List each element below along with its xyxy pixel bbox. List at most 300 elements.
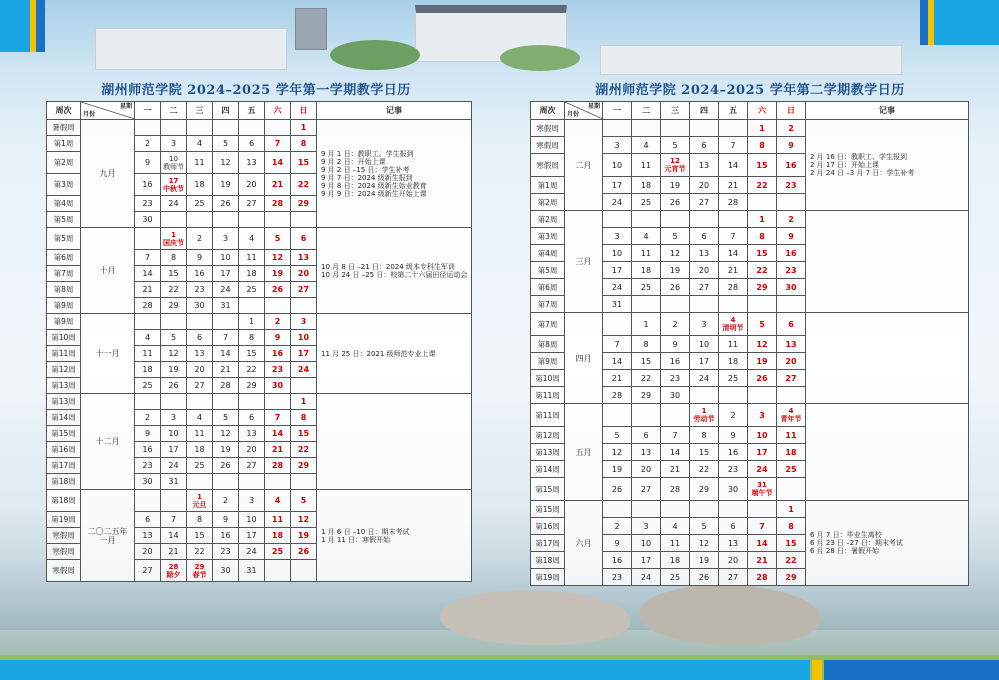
bottom-stripe-blue bbox=[0, 660, 810, 680]
day-cell: 23 bbox=[265, 362, 291, 378]
day-cell: 24 bbox=[239, 544, 265, 560]
week-label: 第9周 bbox=[47, 298, 81, 314]
header-row bbox=[531, 102, 969, 120]
day-cell bbox=[777, 296, 806, 313]
day-number: 12 bbox=[670, 157, 680, 165]
note-line: 9 月 2 日：开始上课 bbox=[321, 157, 386, 166]
day-cell bbox=[690, 296, 719, 313]
day-cell bbox=[265, 474, 291, 490]
day-cell: 9 bbox=[213, 512, 239, 528]
day-cell: 18 bbox=[719, 353, 748, 370]
day-cell: 23 bbox=[719, 461, 748, 478]
day-cell: 6 bbox=[239, 410, 265, 426]
day-cell: 30 bbox=[213, 560, 239, 582]
day-cell: 12 bbox=[603, 444, 632, 461]
day-cell bbox=[748, 296, 777, 313]
note-line: 9 月 9 日：2024 级新生开始上课 bbox=[321, 189, 427, 198]
week-row bbox=[531, 404, 969, 427]
week-row bbox=[47, 228, 472, 250]
day-cell: 24 bbox=[161, 458, 187, 474]
day-cell bbox=[661, 120, 690, 137]
week-label: 第12周 bbox=[47, 362, 81, 378]
day-cell: 27 bbox=[719, 569, 748, 586]
day-cell: 30 bbox=[187, 298, 213, 314]
day-cell: 19 bbox=[161, 362, 187, 378]
header-day-2: 二 bbox=[161, 102, 187, 120]
day-cell: 13 bbox=[632, 444, 661, 461]
day-cell: 16 bbox=[213, 528, 239, 544]
day-cell bbox=[187, 314, 213, 330]
month-label: 四月 bbox=[565, 313, 603, 404]
day-cell: 23 bbox=[777, 262, 806, 279]
day-cell: 29 bbox=[777, 569, 806, 586]
day-cell: 28 bbox=[265, 196, 291, 212]
week-label: 寒假周 bbox=[531, 137, 565, 154]
day-cell: 24 bbox=[632, 569, 661, 586]
day-cell: 26 bbox=[265, 282, 291, 298]
day-cell bbox=[603, 211, 632, 228]
day-cell: 11 bbox=[135, 346, 161, 362]
day-cell: 27 bbox=[291, 282, 317, 298]
day-cell: 16 bbox=[777, 245, 806, 262]
header-corner-weekday: 星期 bbox=[587, 103, 600, 110]
header-corner-month: 月份 bbox=[83, 111, 96, 118]
day-cell bbox=[213, 120, 239, 136]
day-cell: 5 bbox=[661, 228, 690, 245]
day-cell: 20 bbox=[690, 262, 719, 279]
day-cell: 27 bbox=[777, 370, 806, 387]
day-cell: 22 bbox=[748, 177, 777, 194]
day-cell: 8 bbox=[291, 136, 317, 152]
week-label: 第11周 bbox=[531, 387, 565, 404]
day-cell: 9 bbox=[135, 426, 161, 442]
day-cell: 22 bbox=[161, 282, 187, 298]
header-day-6: 六 bbox=[265, 102, 291, 120]
day-cell: 18 bbox=[661, 552, 690, 569]
day-cell: 9 bbox=[265, 330, 291, 346]
day-cell: 21 bbox=[213, 362, 239, 378]
day-cell bbox=[690, 211, 719, 228]
calendar-title-second-semester: 湖州师范学院 2024–2025 学年第二学期教学日历 bbox=[595, 83, 905, 98]
tree-cluster bbox=[500, 45, 580, 71]
day-cell: 5 bbox=[213, 136, 239, 152]
calendar-title-first-semester: 湖州师范学院 2024–2025 学年第一学期教学日历 bbox=[101, 83, 411, 98]
day-cell: 9 bbox=[187, 250, 213, 266]
header-day-6: 六 bbox=[748, 102, 777, 120]
week-label: 第5周 bbox=[47, 212, 81, 228]
day-cell: 28 bbox=[748, 569, 777, 586]
day-cell: 7 bbox=[135, 250, 161, 266]
day-cell: 6 bbox=[690, 137, 719, 154]
week-label: 第16周 bbox=[531, 518, 565, 535]
day-cell: 9 bbox=[661, 336, 690, 353]
day-cell: 19 bbox=[213, 174, 239, 196]
day-cell bbox=[719, 313, 748, 336]
day-cell: 7 bbox=[748, 518, 777, 535]
day-cell: 14 bbox=[265, 426, 291, 442]
day-cell: 13 bbox=[187, 346, 213, 362]
day-cell: 15 bbox=[690, 444, 719, 461]
day-cell: 19 bbox=[265, 266, 291, 282]
day-cell: 8 bbox=[690, 427, 719, 444]
day-cell: 2 bbox=[135, 136, 161, 152]
week-label: 第12周 bbox=[531, 427, 565, 444]
day-cell: 15 bbox=[161, 266, 187, 282]
note-line: 6 月 7 日：毕业生离校 bbox=[810, 531, 882, 539]
day-cell: 12 bbox=[161, 346, 187, 362]
note-line: 9 月 7 日：2024 级新生报到 bbox=[321, 173, 413, 182]
day-cell: 16 bbox=[719, 444, 748, 461]
week-row bbox=[531, 501, 969, 518]
day-cell: 12 bbox=[265, 250, 291, 266]
day-cell bbox=[187, 560, 213, 582]
week-row bbox=[531, 313, 969, 336]
day-cell bbox=[239, 120, 265, 136]
day-cell: 2 bbox=[135, 410, 161, 426]
week-label: 第8周 bbox=[531, 336, 565, 353]
day-cell: 13 bbox=[239, 152, 265, 174]
day-cell: 29 bbox=[748, 279, 777, 296]
day-cell: 28 bbox=[135, 298, 161, 314]
note-line: 6 月 23 日 –27 日：期末考试 bbox=[810, 539, 903, 547]
month-label: 二〇二五年 一月 bbox=[81, 490, 135, 582]
week-label: 第8周 bbox=[47, 282, 81, 298]
header-corner bbox=[565, 102, 603, 120]
day-cell bbox=[719, 501, 748, 518]
day-cell: 25 bbox=[187, 458, 213, 474]
day-cell: 1 bbox=[291, 394, 317, 410]
holiday-label: 清明节 bbox=[722, 324, 744, 332]
week-row bbox=[47, 490, 472, 512]
day-cell: 12 bbox=[291, 512, 317, 528]
day-cell bbox=[187, 394, 213, 410]
day-cell: 25 bbox=[632, 194, 661, 211]
day-cell: 21 bbox=[603, 370, 632, 387]
bottom-stripe-yellow bbox=[812, 660, 822, 680]
day-cell: 7 bbox=[265, 136, 291, 152]
week-label: 第2周 bbox=[531, 194, 565, 211]
day-cell: 21 bbox=[135, 282, 161, 298]
week-label: 第2周 bbox=[47, 152, 81, 174]
day-cell: 30 bbox=[719, 478, 748, 501]
day-cell bbox=[719, 211, 748, 228]
week-label: 第16周 bbox=[47, 442, 81, 458]
day-cell bbox=[265, 560, 291, 582]
day-cell: 18 bbox=[777, 444, 806, 461]
day-cell: 7 bbox=[719, 137, 748, 154]
day-cell: 14 bbox=[661, 444, 690, 461]
day-cell bbox=[135, 394, 161, 410]
day-cell bbox=[632, 501, 661, 518]
day-cell: 28 bbox=[719, 279, 748, 296]
day-cell: 6 bbox=[632, 427, 661, 444]
day-cell: 23 bbox=[661, 370, 690, 387]
day-cell: 12 bbox=[213, 426, 239, 442]
month-label: 九月 bbox=[81, 120, 135, 228]
note-line: 9 月 1 日：教职工、学生报到 bbox=[321, 149, 414, 158]
note-line: 6 月 28 日：暑假开始 bbox=[810, 547, 880, 555]
day-cell: 22 bbox=[187, 544, 213, 560]
day-cell bbox=[291, 212, 317, 228]
day-cell: 14 bbox=[213, 346, 239, 362]
day-cell: 25 bbox=[135, 378, 161, 394]
day-cell: 19 bbox=[661, 177, 690, 194]
week-label: 第4周 bbox=[531, 245, 565, 262]
week-label: 寒假周 bbox=[47, 528, 81, 544]
day-cell: 31 bbox=[213, 298, 239, 314]
day-cell: 29 bbox=[291, 458, 317, 474]
day-cell: 17 bbox=[603, 262, 632, 279]
note-line: 9 月 2 日 –15 日：学生补考 bbox=[321, 165, 410, 174]
day-cell: 8 bbox=[161, 250, 187, 266]
week-label: 第15周 bbox=[47, 426, 81, 442]
note-line: 10 月 8 日 –21 日：2024 级本专科生军训 bbox=[321, 262, 455, 271]
day-cell: 24 bbox=[161, 196, 187, 212]
day-cell bbox=[161, 228, 187, 250]
week-label: 第6周 bbox=[47, 250, 81, 266]
day-cell: 26 bbox=[161, 378, 187, 394]
day-cell: 14 bbox=[161, 528, 187, 544]
day-cell: 3 bbox=[213, 228, 239, 250]
week-label: 第15周 bbox=[531, 478, 565, 501]
day-cell: 27 bbox=[690, 279, 719, 296]
day-cell bbox=[603, 501, 632, 518]
header-notes: 记事 bbox=[317, 102, 472, 120]
week-label: 第3周 bbox=[47, 174, 81, 196]
day-cell: 26 bbox=[690, 569, 719, 586]
day-cell: 10 bbox=[603, 245, 632, 262]
header-day-3: 三 bbox=[661, 102, 690, 120]
day-cell bbox=[135, 228, 161, 250]
day-cell: 18 bbox=[187, 174, 213, 196]
month-label: 三月 bbox=[565, 211, 603, 313]
holiday-label: 青年节 bbox=[780, 415, 802, 423]
day-cell: 30 bbox=[777, 279, 806, 296]
day-cell: 12 bbox=[748, 336, 777, 353]
week-label: 寒假周 bbox=[531, 120, 565, 137]
week-label: 第7周 bbox=[531, 296, 565, 313]
bottom-stripe-dark bbox=[824, 660, 999, 680]
holiday-label: 端午节 bbox=[751, 489, 773, 497]
day-cell: 20 bbox=[291, 266, 317, 282]
week-label: 第1周 bbox=[47, 136, 81, 152]
week-label: 寒假周 bbox=[531, 154, 565, 177]
day-cell: 23 bbox=[603, 569, 632, 586]
note-line: 1 月 11 日：寒假开始 bbox=[321, 535, 391, 544]
day-number: 1 bbox=[171, 230, 176, 239]
day-cell: 20 bbox=[135, 544, 161, 560]
calendar-table-first-semester bbox=[46, 101, 472, 582]
day-cell bbox=[690, 404, 719, 427]
day-cell: 18 bbox=[135, 362, 161, 378]
day-cell: 11 bbox=[239, 250, 265, 266]
day-cell: 3 bbox=[239, 490, 265, 512]
day-cell: 26 bbox=[213, 458, 239, 474]
day-cell: 8 bbox=[748, 228, 777, 245]
day-cell: 27 bbox=[135, 560, 161, 582]
day-cell bbox=[748, 501, 777, 518]
day-cell: 30 bbox=[661, 387, 690, 404]
day-cell: 29 bbox=[161, 298, 187, 314]
day-cell: 16 bbox=[135, 442, 161, 458]
day-cell: 7 bbox=[161, 512, 187, 528]
day-cell: 19 bbox=[291, 528, 317, 544]
day-number: 31 bbox=[757, 481, 767, 489]
week-row bbox=[531, 211, 969, 228]
day-cell: 8 bbox=[187, 512, 213, 528]
day-cell bbox=[661, 404, 690, 427]
week-label: 第13周 bbox=[531, 444, 565, 461]
day-cell: 10 bbox=[291, 330, 317, 346]
day-cell bbox=[719, 387, 748, 404]
day-cell: 17 bbox=[291, 346, 317, 362]
week-label: 第13周 bbox=[47, 378, 81, 394]
day-cell: 10 bbox=[690, 336, 719, 353]
day-cell: 3 bbox=[603, 137, 632, 154]
day-number: 1 bbox=[197, 492, 202, 501]
day-cell: 30 bbox=[135, 474, 161, 490]
day-cell: 4 bbox=[632, 137, 661, 154]
day-cell: 5 bbox=[161, 330, 187, 346]
day-cell: 27 bbox=[187, 378, 213, 394]
week-label: 第4周 bbox=[47, 196, 81, 212]
day-cell: 9 bbox=[777, 228, 806, 245]
day-cell bbox=[213, 212, 239, 228]
notes-cell bbox=[806, 404, 969, 501]
day-cell bbox=[135, 314, 161, 330]
day-cell: 7 bbox=[603, 336, 632, 353]
day-cell: 25 bbox=[777, 461, 806, 478]
day-cell bbox=[632, 296, 661, 313]
week-label: 第18周 bbox=[47, 474, 81, 490]
week-label: 第14周 bbox=[531, 461, 565, 478]
day-cell: 22 bbox=[690, 461, 719, 478]
day-cell: 1 bbox=[748, 211, 777, 228]
day-cell: 26 bbox=[661, 194, 690, 211]
day-cell: 22 bbox=[239, 362, 265, 378]
day-cell: 10 bbox=[603, 154, 632, 177]
day-cell: 5 bbox=[748, 313, 777, 336]
header-day-7: 日 bbox=[777, 102, 806, 120]
day-cell bbox=[690, 120, 719, 137]
day-cell bbox=[661, 501, 690, 518]
day-cell: 25 bbox=[187, 196, 213, 212]
header-day-4: 四 bbox=[690, 102, 719, 120]
day-cell bbox=[161, 152, 187, 174]
day-cell: 12 bbox=[661, 245, 690, 262]
header-day-1: 一 bbox=[603, 102, 632, 120]
day-cell: 8 bbox=[239, 330, 265, 346]
day-cell: 20 bbox=[719, 552, 748, 569]
header-corner bbox=[81, 102, 135, 120]
day-cell: 3 bbox=[161, 136, 187, 152]
header-day-5: 五 bbox=[239, 102, 265, 120]
day-cell: 23 bbox=[213, 544, 239, 560]
week-label: 第1周 bbox=[531, 177, 565, 194]
notes-cell bbox=[317, 490, 472, 582]
day-cell: 3 bbox=[291, 314, 317, 330]
day-cell: 3 bbox=[603, 228, 632, 245]
day-number: 1 bbox=[701, 407, 707, 415]
day-cell: 17 bbox=[748, 444, 777, 461]
week-label: 第11周 bbox=[531, 404, 565, 427]
day-cell: 11 bbox=[719, 336, 748, 353]
day-cell bbox=[135, 490, 161, 512]
day-cell: 16 bbox=[187, 266, 213, 282]
day-cell: 9 bbox=[719, 427, 748, 444]
day-cell bbox=[135, 120, 161, 136]
day-cell: 25 bbox=[661, 569, 690, 586]
week-label: 第11周 bbox=[47, 346, 81, 362]
day-cell: 19 bbox=[603, 461, 632, 478]
day-cell: 2 bbox=[265, 314, 291, 330]
notes-cell bbox=[317, 314, 472, 394]
day-cell: 27 bbox=[239, 458, 265, 474]
day-cell: 26 bbox=[603, 478, 632, 501]
week-label: 第19周 bbox=[47, 512, 81, 528]
day-number: 4 bbox=[730, 316, 736, 324]
week-label: 第3周 bbox=[531, 228, 565, 245]
note-line: 11 月 25 日：2021 级师范专业上课 bbox=[321, 349, 436, 358]
day-cell bbox=[777, 404, 806, 427]
week-label: 第13周 bbox=[47, 394, 81, 410]
day-cell: 11 bbox=[187, 426, 213, 442]
day-cell bbox=[265, 298, 291, 314]
day-cell bbox=[161, 560, 187, 582]
day-cell: 25 bbox=[719, 370, 748, 387]
day-cell bbox=[161, 394, 187, 410]
day-cell: 28 bbox=[719, 194, 748, 211]
day-cell: 18 bbox=[632, 262, 661, 279]
week-label: 第6周 bbox=[531, 279, 565, 296]
header-day-5: 五 bbox=[719, 102, 748, 120]
holiday-label: 中秋节 bbox=[163, 184, 184, 193]
day-cell bbox=[239, 474, 265, 490]
week-row bbox=[47, 314, 472, 330]
day-number: 17 bbox=[168, 176, 179, 185]
header-corner-month: 月份 bbox=[567, 111, 580, 118]
day-cell: 5 bbox=[690, 518, 719, 535]
note-line: 2 月 16 日：教职工、学生报到 bbox=[810, 153, 908, 161]
holiday-label: 劳动节 bbox=[693, 415, 715, 423]
day-cell bbox=[187, 120, 213, 136]
day-cell: 6 bbox=[239, 136, 265, 152]
day-cell: 8 bbox=[777, 518, 806, 535]
day-cell: 26 bbox=[661, 279, 690, 296]
day-cell bbox=[603, 120, 632, 137]
day-cell: 2 bbox=[777, 120, 806, 137]
day-cell bbox=[161, 212, 187, 228]
day-cell: 5 bbox=[661, 137, 690, 154]
week-label: 第2周 bbox=[531, 211, 565, 228]
day-cell: 11 bbox=[187, 152, 213, 174]
day-cell bbox=[777, 387, 806, 404]
day-cell: 4 bbox=[265, 490, 291, 512]
day-cell: 7 bbox=[213, 330, 239, 346]
corner-stripe-left bbox=[0, 0, 45, 52]
week-label: 第10周 bbox=[47, 330, 81, 346]
day-cell: 26 bbox=[748, 370, 777, 387]
day-cell bbox=[748, 387, 777, 404]
day-number: 28 bbox=[168, 562, 179, 571]
day-cell: 11 bbox=[632, 154, 661, 177]
notes-cell bbox=[806, 501, 969, 586]
day-cell: 1 bbox=[632, 313, 661, 336]
day-cell: 13 bbox=[690, 154, 719, 177]
day-cell: 20 bbox=[777, 353, 806, 370]
day-cell: 1 bbox=[239, 314, 265, 330]
day-cell: 10 bbox=[161, 426, 187, 442]
